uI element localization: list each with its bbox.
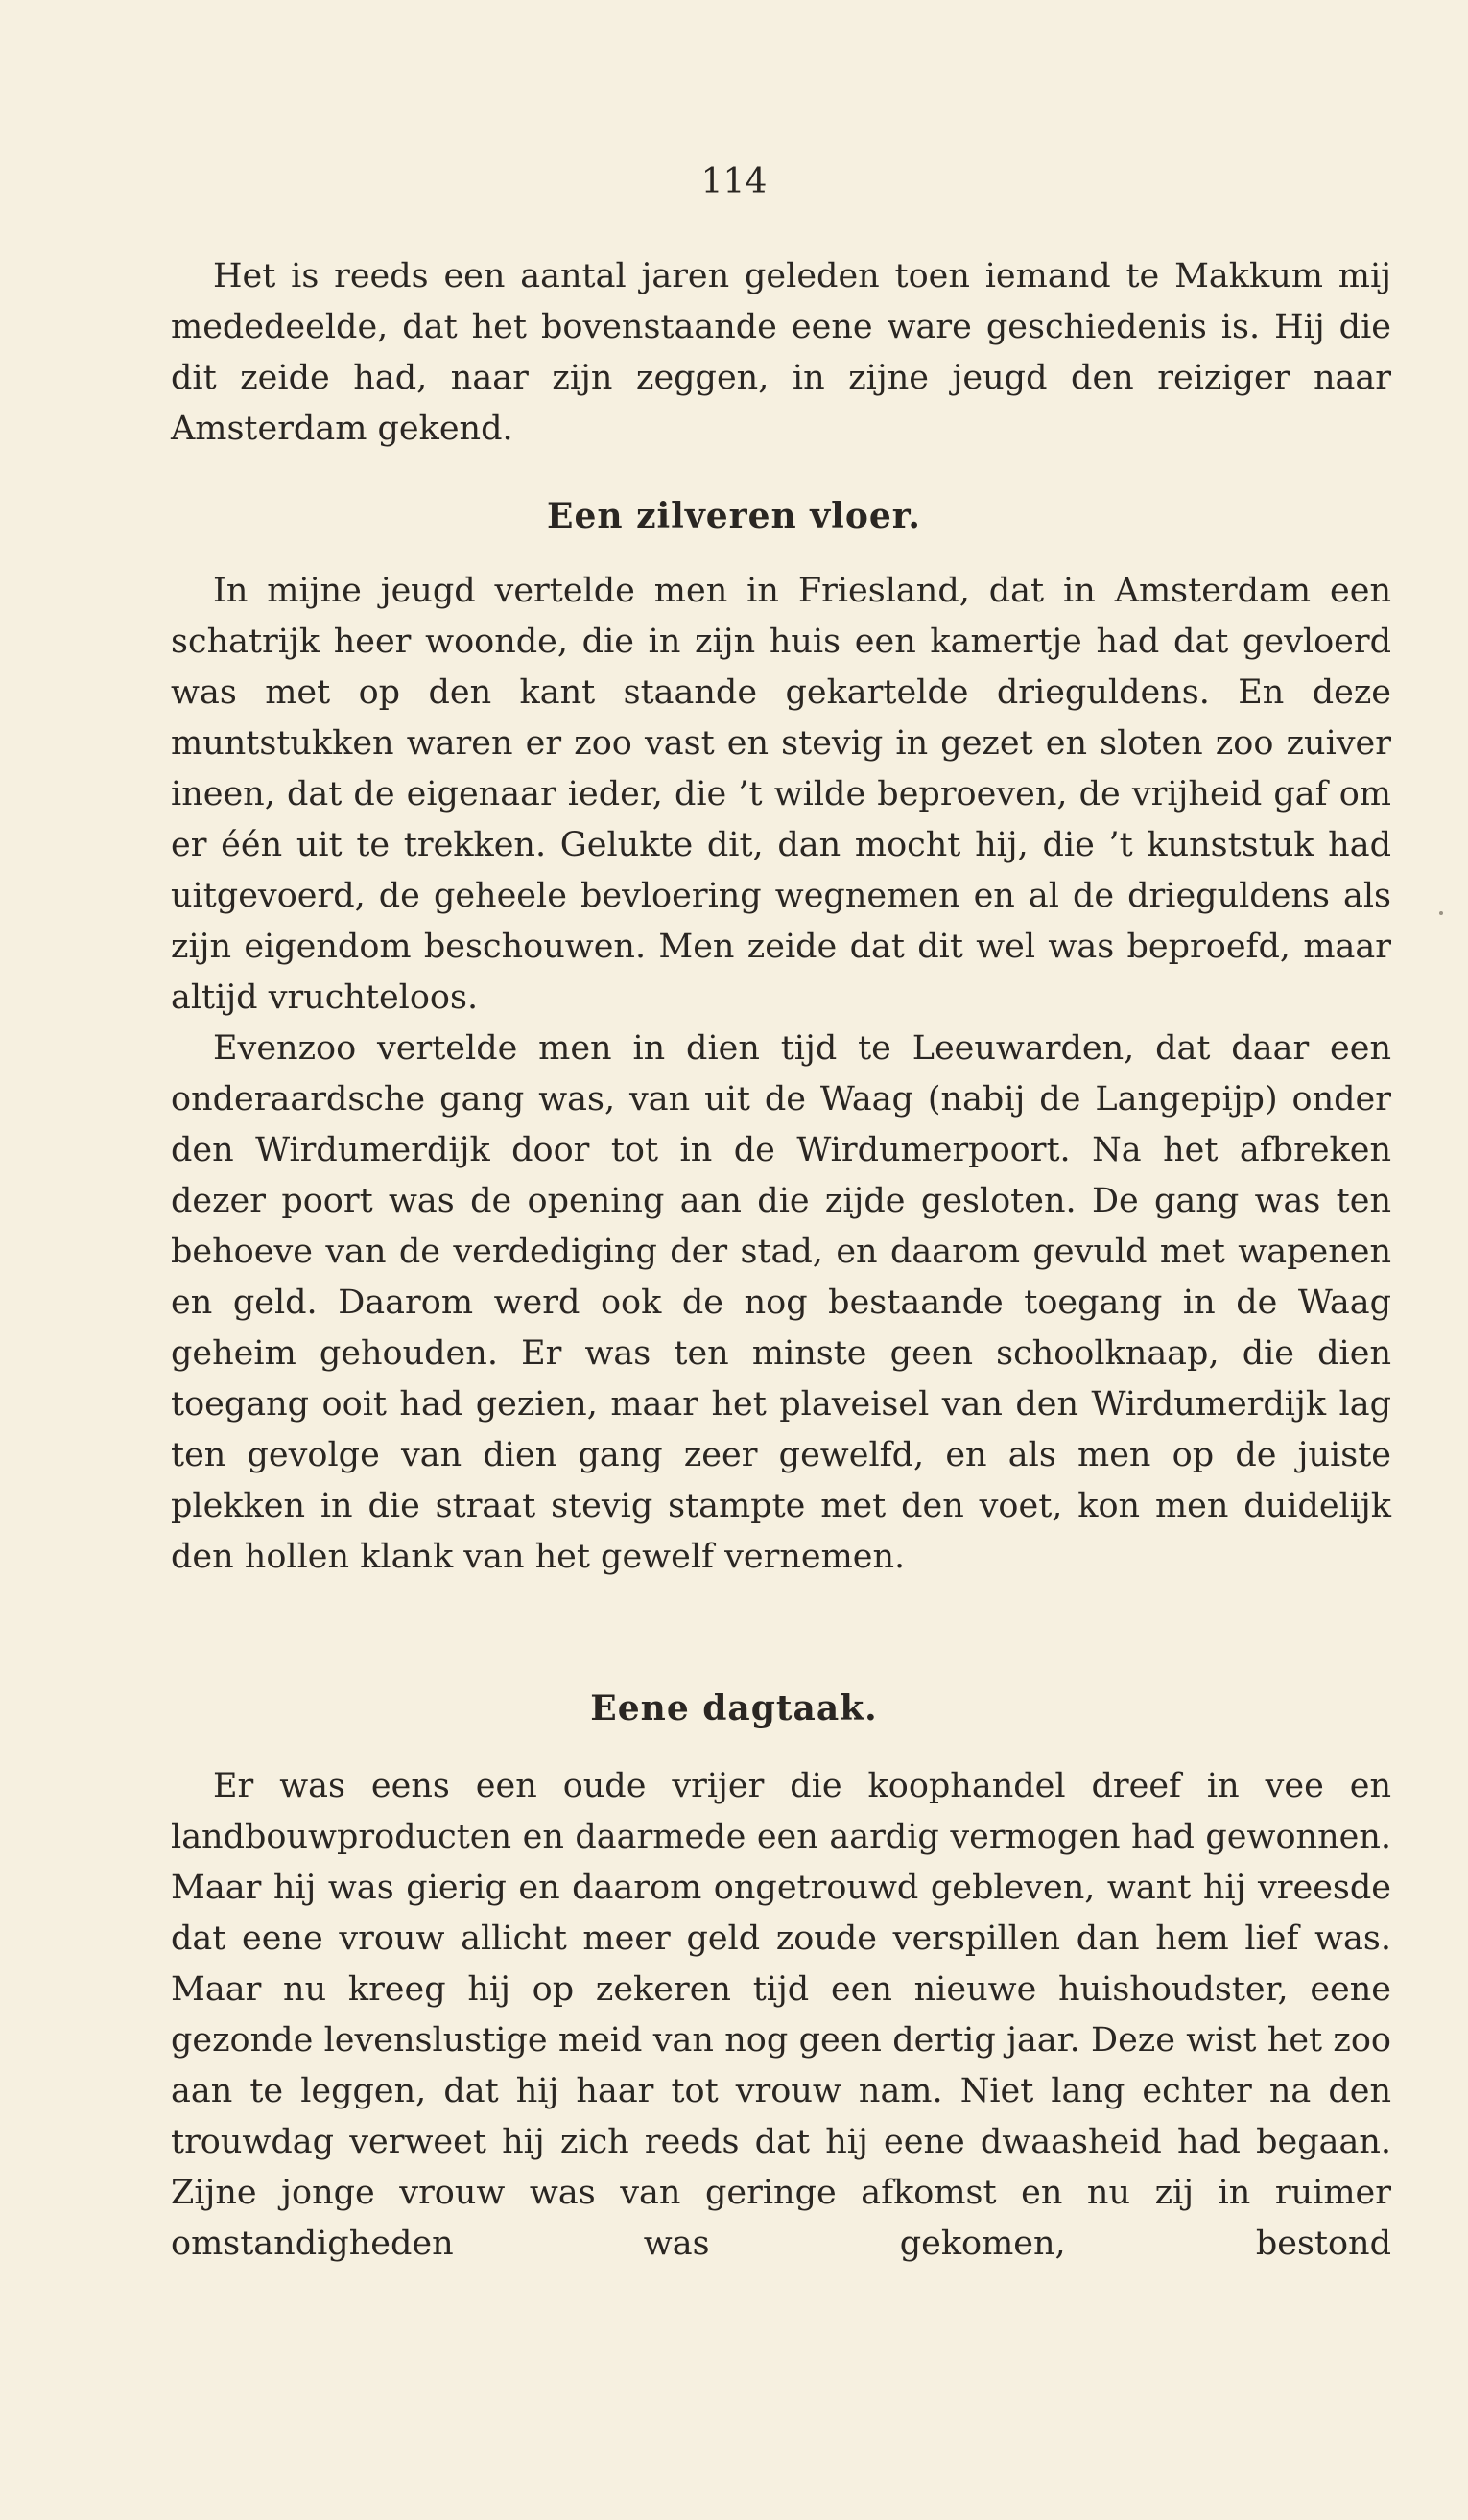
paragraph-zilveren-vloer-2: Evenzoo vertelde men in dien tijd te Leeuwarden, dat daar een onderaardsche gang was, van uit de Waag (nabij de Langepijp) onder den Wirdumerdijk door tot in de Wirdumerpoort. Na het afbreken dezer poort was de opening aan die zijde gesloten. De gang was ten behoeve van de verdediging der stad, en daarom gevuld met wapenen en geld. Daarom werd ook de nog bestaande toegang in de Waag geheim gehouden. Er was ten minste geen schoolknaap, die dien toegang ooit had gezien, maar het plaveisel van den Wirdumerdijk lag ten gevolge van dien gang zeer gewelfd, en als men op de juiste plekken in die straat stevig stampte met den voet, kon men duidelijk den hollen klank van het gewelf vernemen.	[171, 1029, 1391, 1576]
section-dagtaak	[171, 1761, 1391, 2270]
paragraph-zilveren-vloer-1: In mijne jeugd vertelde men in Friesland, dat in Amsterdam een schatrijk heer woonde, die in zijn huis een kamertje had dat gevloerd was met op den kant staande gekartelde drieguldens. En deze muntstukken waren er zoo vast en stevig in gezet en sloten zoo zuiver ineen, dat de eigenaar ieder, die ’t wilde beproeven, de vrijheid gaf om er één uit te trekken. Gelukte dit, dan mocht hij, die ’t kunststuk had uitgevoerd, de geheele bevloering wegnemen en al de drieguldens als zijn eigendom beschouwen. Men zeide dat dit wel was beproefd, maar altijd vruchteloos.	[171, 572, 1391, 1017]
paper-speck	[1439, 911, 1443, 915]
paragraph-dagtaak-1: Er was eens een oude vrijer die koophandel dreef in vee en landbouwproducten en daarmede een aardig vermogen had gewonnen. Maar hij was gierig en daarom ongetrouwd gebleven, want hij vreesde dat eene vrouw allicht meer geld zoude verspillen dan hem lief was. Maar nu kreeg hij op zekeren tijd een nieuwe huishoudster, eene gezonde levenslustige meid van nog geen dertig jaar. Deze wist het zoo aan te leggen, dat hij haar tot vrouw nam. Niet lang echter na den trouwdag verweet hij zich reeds dat hij eene dwaasheid had begaan. Zijne jonge vrouw was van geringe afkomst en nu zij in ruimer omstandigheden was gekomen, bestond	[171, 1767, 1391, 2263]
page-number: 114	[700, 162, 768, 201]
section-zilveren-vloer	[171, 566, 1391, 1583]
section-heading-dagtaak: Eene dagtaak.	[590, 1688, 878, 1729]
intro-section	[171, 251, 1391, 455]
intro-paragraph: Het is reeds een aantal jaren geleden toen iemand te Makkum mij mededeelde, dat het bovenstaande eene ware geschiedenis is. Hij die dit zeide had, naar zijn zeggen, in zijne jeugd den reiziger naar Amsterdam gekend.	[171, 257, 1391, 448]
section-heading-zilveren-vloer: Een zilveren vloer.	[547, 496, 921, 536]
